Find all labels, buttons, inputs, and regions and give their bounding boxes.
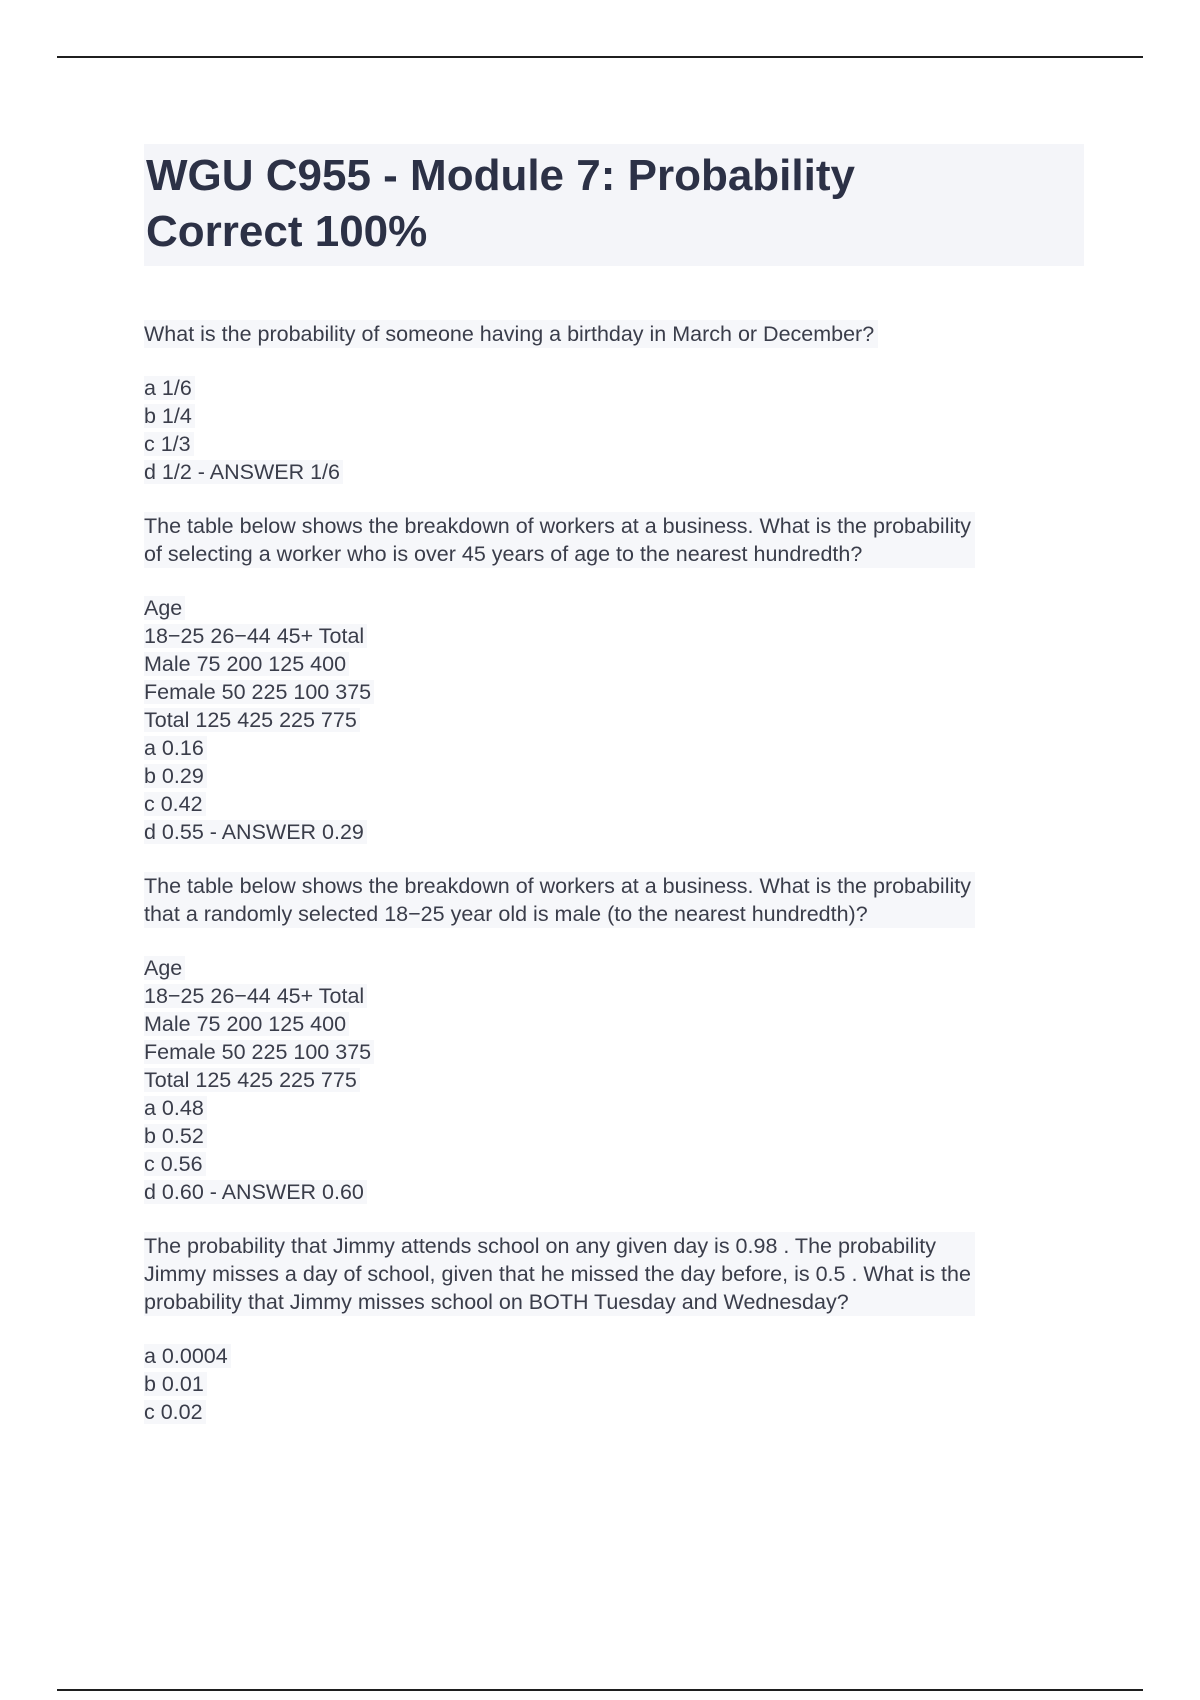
table-line — [144, 1038, 1088, 1066]
option-line — [144, 762, 1088, 790]
table-line — [144, 622, 1088, 650]
table-text: Total 125 425 225 775 — [144, 1068, 360, 1092]
option-text: d 0.55 - ANSWER 0.29 — [144, 820, 367, 844]
table-and-options — [144, 594, 1088, 846]
option-text: d 0.60 - ANSWER 0.60 — [144, 1180, 367, 1204]
title-line: Correct 100% — [146, 207, 428, 256]
option-line — [144, 458, 1088, 486]
table-line — [144, 1010, 1088, 1038]
table-text: 18−25 26−44 45+ Total — [144, 984, 367, 1008]
question-text — [144, 320, 878, 348]
option-line — [144, 1094, 1088, 1122]
option-line — [144, 374, 1088, 402]
table-line — [144, 954, 1088, 982]
question-text — [144, 872, 975, 928]
answer-options — [144, 1342, 1088, 1426]
table-line — [144, 982, 1088, 1010]
table-text: Age — [144, 956, 185, 980]
option-text: c 0.02 — [144, 1400, 206, 1424]
option-line — [144, 734, 1088, 762]
title-line: WGU C955 - Module 7: Probability — [146, 151, 855, 200]
table-line — [144, 650, 1088, 678]
question-4 — [144, 1232, 1088, 1426]
question-text — [144, 1232, 975, 1316]
question-text-line: probability that Jimmy misses school on BOTH Tuesday and Wednesday? — [144, 1290, 849, 1314]
option-text: a 0.16 — [144, 736, 207, 760]
option-line — [144, 818, 1088, 846]
option-text: a 0.0004 — [144, 1344, 231, 1368]
option-text: b 0.29 — [144, 764, 207, 788]
table-text: Age — [144, 596, 185, 620]
question-text — [144, 512, 975, 568]
option-text: a 1/6 — [144, 376, 195, 400]
question-text-line: What is the probability of someone having a birthday in March or December? — [144, 322, 875, 346]
table-text: 18−25 26−44 45+ Total — [144, 624, 367, 648]
option-line — [144, 790, 1088, 818]
question-text-line: Jimmy misses a day of school, given that he missed the day before, is 0.5 . What is the — [144, 1262, 971, 1286]
option-text: b 0.01 — [144, 1372, 207, 1396]
option-line — [144, 402, 1088, 430]
question-1 — [144, 320, 1088, 486]
question-2 — [144, 512, 1088, 846]
table-text: Female 50 225 100 375 — [144, 1040, 374, 1064]
question-text-line: of selecting a worker who is over 45 years of age to the nearest hundredth? — [144, 542, 863, 566]
table-line — [144, 594, 1088, 622]
option-text: c 1/3 — [144, 432, 194, 456]
option-text: b 1/4 — [144, 404, 195, 428]
option-text: c 0.56 — [144, 1152, 206, 1176]
option-line — [144, 1370, 1088, 1398]
option-line — [144, 1398, 1088, 1426]
page-bottom-rule — [57, 1689, 1143, 1691]
option-line — [144, 1178, 1088, 1206]
table-text: Total 125 425 225 775 — [144, 708, 360, 732]
table-line — [144, 706, 1088, 734]
table-text: Male 75 200 125 400 — [144, 1012, 349, 1036]
table-line — [144, 1066, 1088, 1094]
option-text: a 0.48 — [144, 1096, 207, 1120]
question-text-line: that a randomly selected 18−25 year old is male (to the nearest hundredth)? — [144, 902, 868, 926]
option-line — [144, 1150, 1088, 1178]
option-line — [144, 1122, 1088, 1150]
option-text: b 0.52 — [144, 1124, 207, 1148]
option-line — [144, 430, 1088, 458]
table-text: Male 75 200 125 400 — [144, 652, 349, 676]
option-line — [144, 1342, 1088, 1370]
document-title — [144, 144, 1084, 266]
table-line — [144, 678, 1088, 706]
table-text: Female 50 225 100 375 — [144, 680, 374, 704]
question-3 — [144, 872, 1088, 1206]
option-text: d 1/2 - ANSWER 1/6 — [144, 460, 343, 484]
document-body — [144, 144, 1088, 1452]
option-text: c 0.42 — [144, 792, 206, 816]
question-text-line: The probability that Jimmy attends school on any given day is 0.98 . The probability — [144, 1234, 936, 1258]
page-top-rule — [57, 56, 1143, 58]
table-and-options — [144, 954, 1088, 1206]
answer-options — [144, 374, 1088, 486]
question-text-line: The table below shows the breakdown of workers at a business. What is the probability — [144, 874, 971, 898]
question-text-line: The table below shows the breakdown of workers at a business. What is the probability — [144, 514, 971, 538]
